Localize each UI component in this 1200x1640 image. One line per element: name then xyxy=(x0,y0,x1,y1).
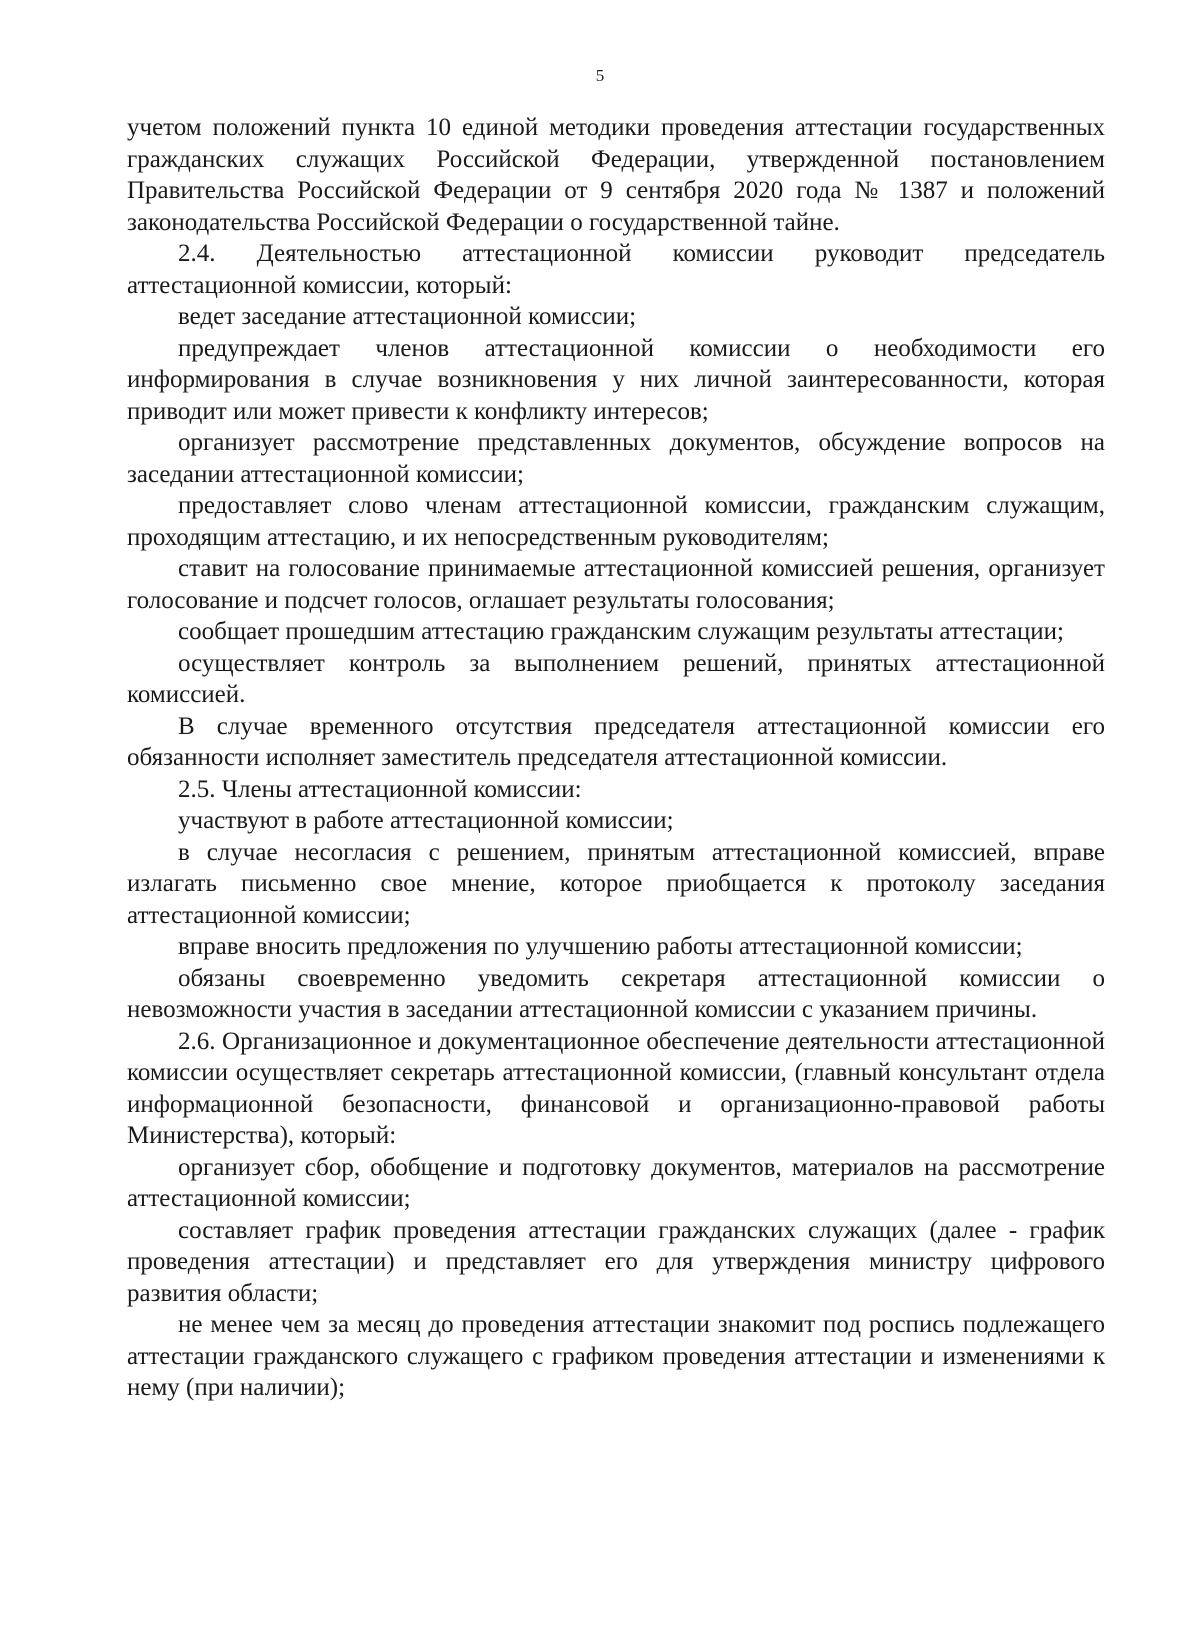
paragraph-2-4-intro: 2.4. Деятельностью аттестационной комиссии руководит председатель аттестационной комиссии, который: xyxy=(127,240,1105,299)
document-body xyxy=(127,112,1105,1404)
paragraph-secretary-duty-2: составляет график проведения аттестации гражданских служащих (далее - график проведения аттестации) и представляет его для утверждения министру цифрового развития области; xyxy=(127,1216,1105,1307)
paragraph-chair-duty-4: предоставляет слово членам аттестационной комиссии, гражданским служащим, проходящим аттестацию, и их непосредственным руководителям; xyxy=(127,492,1105,551)
paragraph-member-duty-1: участвуют в работе аттестационной комиссии; xyxy=(178,807,674,834)
paragraph-chair-duty-2: предупреждает членов аттестационной комиссии о необходимости его информирования в случае возникновения у них личной заинтересованности, которая приводит или может привести к конфликту интересов; xyxy=(127,334,1105,425)
paragraph-member-duty-2: в случае несогласия с решением, принятым аттестационной комиссией, вправе излагать письменно свое мнение, которое приобщается к протоколу заседания аттестационной комиссии; xyxy=(127,838,1105,929)
paragraph-secretary-duty-1: организует сбор, обобщение и подготовку документов, материалов на рассмотрение аттестационной комиссии; xyxy=(127,1153,1105,1212)
paragraph-2-5-intro: 2.5. Члены аттестационной комиссии: xyxy=(178,775,582,803)
paragraph-member-duty-4: обязаны своевременно уведомить секретаря аттестационной комиссии о невозможности участия в заседании аттестационной комиссии с указанием причины. xyxy=(127,964,1105,1023)
paragraph-2-6-intro: 2.6. Организационное и документационное обеспечение деятельности аттестационной комиссии осуществляет секретарь аттестационной комиссии, (главный консультант отдела информационной безопасности, финансовой и организационно-правовой работы Министерства), который: xyxy=(127,1027,1105,1149)
paragraph-secretary-duty-3: не менее чем за месяц до проведения аттестации знакомит под роспись подлежащего аттестации гражданского служащего с графиком проведения аттестации и изменениями к нему (при наличии); xyxy=(127,1311,1105,1401)
paragraph-chair-duty-6: сообщает прошедшим аттестацию гражданским служащим результаты аттестации; xyxy=(178,618,1064,645)
paragraph-member-duty-3: вправе вносить предложения по улучшению работы аттестационной комиссии; xyxy=(178,933,1023,960)
paragraph-chair-duty-5: ставит на голосование принимаемые аттестационной комиссией решения, организует голосование и подсчет голосов, оглашает результаты голосования; xyxy=(127,555,1105,614)
paragraph-chair-duty-1: ведет заседание аттестационной комиссии; xyxy=(178,303,637,330)
paragraph-chair-absence: В случае временного отсутствия председателя аттестационной комиссии его обязанности исполняет заместитель председателя аттестационной комиссии. xyxy=(127,712,1105,771)
page-number: 5 xyxy=(595,66,605,85)
paragraph-continuation: учетом положений пункта 10 единой методики проведения аттестации государственных гражданских служащих Российской Федерации, утвержденной постановлением Правительства Российской Федерации от 9 сентября 2020 года № 1387 и положений законодательства Российской Федерации о государственной тайне. xyxy=(127,114,1105,236)
paragraph-chair-duty-7: осуществляет контроль за выполнением решений, принятых аттестационной комиссией. xyxy=(127,649,1105,708)
paragraph-chair-duty-3: организует рассмотрение представленных документов, обсуждение вопросов на заседании аттестационной комиссии; xyxy=(127,429,1105,488)
